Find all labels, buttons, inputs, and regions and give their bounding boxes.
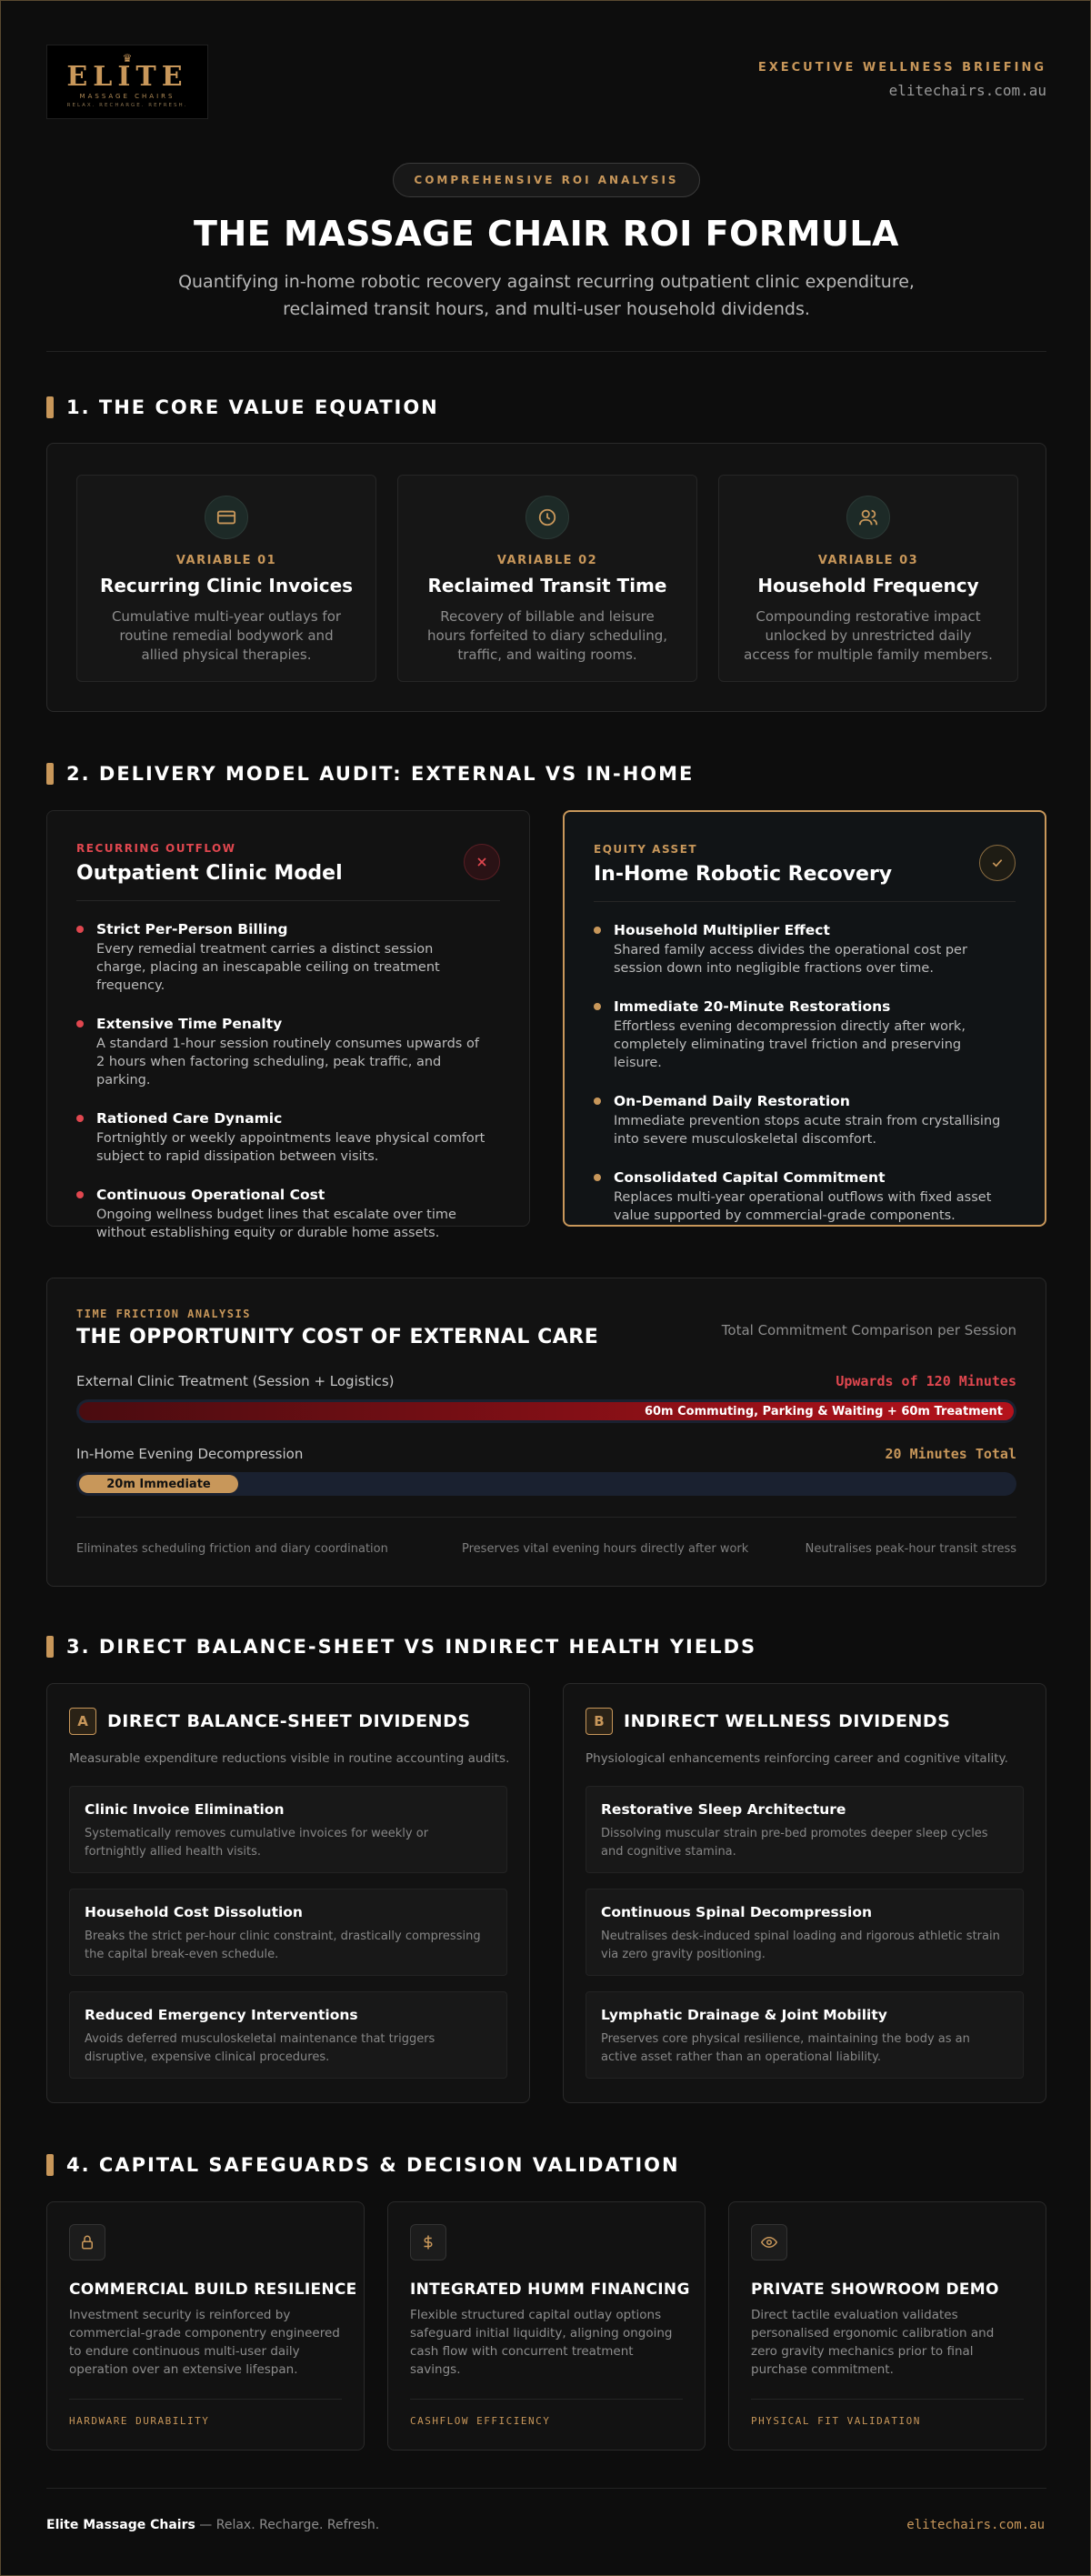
external-list xyxy=(76,920,485,1262)
safeguard-desc: Flexible structured capital outlay options safeguard initial liquidity, aligning ongoing cash flow with concurrent treatment savings. xyxy=(410,2308,673,2377)
safeguard-desc: Investment security is reinforced by commercial-grade componentry engineered to endure continuous multi-user daily operation over an extensive lifespan. xyxy=(69,2308,340,2377)
card-subtitle: Physiological enhancements reinforcing career and cognitive vitality. xyxy=(586,1751,1008,1766)
section-1-title xyxy=(46,396,439,418)
brand-logo[interactable] xyxy=(46,45,208,119)
item-title: Restorative Sleep Architecture xyxy=(601,1801,846,1818)
card-divider xyxy=(76,900,500,901)
safeguard-card-1 xyxy=(46,2201,365,2451)
header-kicker: EXECUTIVE WELLNESS BRIEFING xyxy=(757,61,1046,75)
credit-card-icon xyxy=(205,496,248,539)
item-title: Lymphatic Drainage & Joint Mobility xyxy=(601,2007,887,2023)
safeguard-tag: HARDWARE DURABILITY xyxy=(69,2415,210,2427)
bullet xyxy=(76,926,84,933)
safeguard-title: INTEGRATED HUMM FINANCING xyxy=(410,2280,690,2299)
card-title: In-Home Robotic Recovery xyxy=(594,863,893,886)
list-item xyxy=(76,920,485,995)
lock-icon xyxy=(69,2224,105,2260)
card-divider xyxy=(594,901,1016,902)
safeguard-tag: CASHFLOW EFFICIENCY xyxy=(410,2415,551,2427)
variable-label: VARIABLE 01 xyxy=(175,554,277,567)
bar-text-external: 60m Commuting, Parking & Waiting + 60m Treatment xyxy=(644,1404,1003,1418)
indirect-dividends-card xyxy=(563,1683,1046,2103)
variable-title: Reclaimed Transit Time xyxy=(427,575,667,596)
card-kicker: EQUITY ASSET xyxy=(594,843,698,856)
friction-footnote-1: Eliminates scheduling friction and diary coordination xyxy=(76,1542,388,1556)
item-desc: Shared family access divides the operational cost per session down into negligible fractions over time. xyxy=(614,943,967,976)
accent-bar xyxy=(46,2154,54,2176)
list-item xyxy=(76,1186,485,1242)
bullet xyxy=(594,1098,601,1105)
footer-brand xyxy=(46,2518,379,2532)
safeguard-tag: PHYSICAL FIT VALIDATION xyxy=(751,2415,921,2427)
inhome-model-card xyxy=(563,810,1046,1227)
dividend-item xyxy=(586,1786,1024,1873)
crown-icon: ♛ xyxy=(122,52,133,65)
item-desc: Immediate prevention stops acute strain from crystallising into severe musculoskeletal discomfort. xyxy=(614,1114,1001,1147)
item-title: Continuous Operational Cost xyxy=(96,1187,325,1203)
footer-url-link[interactable]: elitechairs.com.au xyxy=(906,2518,1045,2532)
bar-value-inhome: 20 Minutes Total xyxy=(885,1446,1016,1462)
accent-bar xyxy=(46,763,54,785)
safeguard-desc: Direct tactile evaluation validates personalised ergonomic calibration and zero gravity mechanics prior to final purchase commitment. xyxy=(751,2308,995,2377)
item-title: On-Demand Daily Restoration xyxy=(614,1093,850,1109)
item-desc: Fortnightly or weekly appointments leave physical comfort subject to rapid dissipation between visits. xyxy=(96,1131,485,1164)
section-3-title-text: 3. DIRECT BALANCE-SHEET VS INDIRECT HEALTH YIELDS xyxy=(66,1636,757,1658)
logo-line2: RELAX. RECHARGE. REFRESH. xyxy=(66,103,188,108)
time-friction-panel xyxy=(46,1278,1046,1587)
friction-aside: Total Commitment Comparison per Session xyxy=(721,1322,1016,1338)
footer-divider xyxy=(46,2488,1046,2489)
variable-desc: Recovery of billable and leisure hours forfeited to diary scheduling, traffic, and waiting rooms. xyxy=(426,608,668,663)
footer-brand-name: Elite Massage Chairs xyxy=(46,2518,195,2532)
item-desc: Effortless evening decompression directly after work, completely eliminating travel friction and preserving leisure. xyxy=(614,1019,966,1070)
item-title: Reduced Emergency Interventions xyxy=(85,2007,358,2023)
bar-value-external: Upwards of 120 Minutes xyxy=(836,1373,1016,1389)
item-title: Continuous Spinal Decompression xyxy=(601,1904,872,1920)
bar-text-inhome: 20m Immediate xyxy=(106,1477,211,1491)
page-header xyxy=(46,45,1046,119)
card-title: DIRECT BALANCE-SHEET DIVIDENDS xyxy=(107,1711,471,1731)
safeguard-title: PRIVATE SHOWROOM DEMO xyxy=(751,2280,999,2299)
bullet xyxy=(76,1115,84,1122)
footer-tagline: — Relax. Recharge. Refresh. xyxy=(199,2518,380,2532)
close-icon xyxy=(464,844,500,880)
dollar-icon xyxy=(410,2224,446,2260)
card-title: Outpatient Clinic Model xyxy=(76,862,343,885)
bullet xyxy=(76,1020,84,1027)
variable-label: VARIABLE 02 xyxy=(496,554,598,567)
letter-badge: A xyxy=(69,1708,96,1735)
header-url-link[interactable]: elitechairs.com.au xyxy=(888,82,1046,99)
clock-icon xyxy=(525,496,569,539)
item-desc: A standard 1-hour session routinely consumes upwards of 2 hours when factoring scheduling, peak traffic, and parking. xyxy=(96,1037,479,1088)
item-title: Strict Per-Person Billing xyxy=(96,921,288,937)
accent-bar xyxy=(46,396,54,418)
variable-desc: Cumulative multi-year outlays for routine remedial bodywork and allied physical therapies. xyxy=(111,608,342,663)
bar-fill-inhome xyxy=(79,1475,238,1493)
friction-footnote-2: Preserves vital evening hours directly after work xyxy=(462,1542,749,1556)
card-divider xyxy=(69,2399,342,2400)
item-desc: Breaks the strict per-hour clinic constraint, drastically compressing the capital break-even schedule. xyxy=(85,1929,481,1961)
item-desc: Ongoing wellness budget lines that escalate over time without establishing equity or durable home assets. xyxy=(96,1208,456,1240)
bullet xyxy=(76,1191,84,1198)
bar-track-inhome xyxy=(76,1472,1016,1496)
section-2-title-text: 2. DELIVERY MODEL AUDIT: EXTERNAL VS IN-HOME xyxy=(66,763,695,785)
core-value-panel xyxy=(46,443,1046,712)
dividend-item xyxy=(69,1786,507,1873)
list-item xyxy=(594,1092,1003,1148)
variable-title: Household Frequency xyxy=(757,575,979,596)
section-3-title xyxy=(46,1636,756,1658)
accent-bar xyxy=(46,1636,54,1658)
list-item xyxy=(594,997,1003,1072)
item-desc: Systematically removes cumulative invoices for weekly or fortnightly allied health visits. xyxy=(85,1827,429,1859)
friction-divider xyxy=(76,1517,1016,1518)
item-desc: Replaces multi-year operational outflows with fixed asset value supported by commercial-grade components. xyxy=(614,1190,992,1223)
item-title: Rationed Care Dynamic xyxy=(96,1110,283,1127)
variable-title: Recurring Clinic Invoices xyxy=(99,575,354,596)
direct-dividends-card xyxy=(46,1683,530,2103)
variable-label: VARIABLE 03 xyxy=(817,554,919,567)
bullet xyxy=(594,1174,601,1181)
variable-desc: Compounding restorative impact unlocked by unrestricted daily access for multiple family members. xyxy=(744,608,993,663)
dividend-item xyxy=(69,1889,507,1976)
card-header xyxy=(586,1708,950,1735)
item-title: Extensive Time Penalty xyxy=(96,1016,283,1032)
friction-kicker: TIME FRICTION ANALYSIS xyxy=(76,1308,251,1320)
item-title: Household Cost Dissolution xyxy=(85,1904,303,1920)
card-title: INDIRECT WELLNESS DIVIDENDS xyxy=(624,1711,951,1731)
check-icon xyxy=(979,845,1016,881)
external-model-card xyxy=(46,810,530,1240)
divider xyxy=(46,351,1046,352)
bar-label-external: External Clinic Treatment (Session + Logistics) xyxy=(76,1373,395,1389)
hero-pill: COMPREHENSIVE ROI ANALYSIS xyxy=(393,163,699,197)
card-subtitle: Measurable expenditure reductions visible in routine accounting audits. xyxy=(69,1751,510,1766)
variable-card-3 xyxy=(718,475,1018,682)
variable-card-2 xyxy=(397,475,697,682)
safeguard-title: COMMERCIAL BUILD RESILIENCE xyxy=(69,2280,357,2299)
logo-line1: MASSAGE CHAIRS xyxy=(79,93,175,100)
card-header xyxy=(69,1708,471,1735)
bar-fill-external xyxy=(79,1402,1014,1420)
section-1-title-text: 1. THE CORE VALUE EQUATION xyxy=(66,396,439,418)
item-desc: Dissolving muscular strain pre-bed promotes deeper sleep cycles and cognitive stamina. xyxy=(601,1827,988,1859)
eye-icon xyxy=(751,2224,787,2260)
card-divider xyxy=(410,2399,683,2400)
page-title: THE MASSAGE CHAIR ROI FORMULA xyxy=(194,214,899,254)
item-title: Household Multiplier Effect xyxy=(614,922,830,938)
item-title: Consolidated Capital Commitment xyxy=(614,1169,886,1186)
item-title: Immediate 20-Minute Restorations xyxy=(614,998,891,1015)
friction-title: THE OPPORTUNITY COST OF EXTERNAL CARE xyxy=(76,1326,599,1348)
friction-footnote-3: Neutralises peak-hour transit stress xyxy=(805,1542,1016,1556)
item-desc: Preserves core physical resilience, maintaining the body as an active asset rather than an operational liability. xyxy=(601,2032,970,2064)
section-4-title xyxy=(46,2154,680,2176)
page-subtitle: Quantifying in-home robotic recovery against recurring outpatient clinic expenditure, reclaimed transit hours, and multi-user household dividends. xyxy=(178,272,915,319)
item-desc: Every remedial treatment carries a distinct session charge, placing an inescapable ceiling on treatment frequency. xyxy=(96,942,440,993)
users-icon xyxy=(846,496,890,539)
bar-label-inhome: In-Home Evening Decompression xyxy=(76,1446,304,1462)
bullet xyxy=(594,1003,601,1010)
dividend-item xyxy=(69,1991,507,2079)
card-divider xyxy=(751,2399,1024,2400)
safeguard-card-2 xyxy=(387,2201,706,2451)
hero xyxy=(46,163,1046,323)
list-item xyxy=(76,1109,485,1166)
variable-card-1 xyxy=(76,475,376,682)
safeguard-card-3 xyxy=(728,2201,1046,2451)
bullet xyxy=(594,927,601,934)
section-4-title-text: 4. CAPITAL SAFEGUARDS & DECISION VALIDATION xyxy=(66,2154,680,2176)
section-2-title xyxy=(46,763,694,785)
logo-wordmark: ELITE xyxy=(66,61,188,93)
dividend-item xyxy=(586,1889,1024,1976)
item-desc: Neutralises desk-induced spinal loading and rigorous athletic strain via zero gravity positioning. xyxy=(601,1929,1000,1961)
item-title: Clinic Invoice Elimination xyxy=(85,1801,285,1818)
inhome-list xyxy=(594,921,1003,1245)
list-item xyxy=(594,1168,1003,1225)
list-item xyxy=(594,921,1003,977)
header-meta xyxy=(758,61,1046,99)
card-kicker: RECURRING OUTFLOW xyxy=(76,842,236,855)
letter-badge: B xyxy=(586,1708,613,1735)
bar-track-external xyxy=(76,1399,1016,1423)
dividend-item xyxy=(586,1991,1024,2079)
item-desc: Avoids deferred musculoskeletal maintenance that triggers disruptive, expensive clinical procedures. xyxy=(85,2032,435,2064)
list-item xyxy=(76,1015,485,1089)
